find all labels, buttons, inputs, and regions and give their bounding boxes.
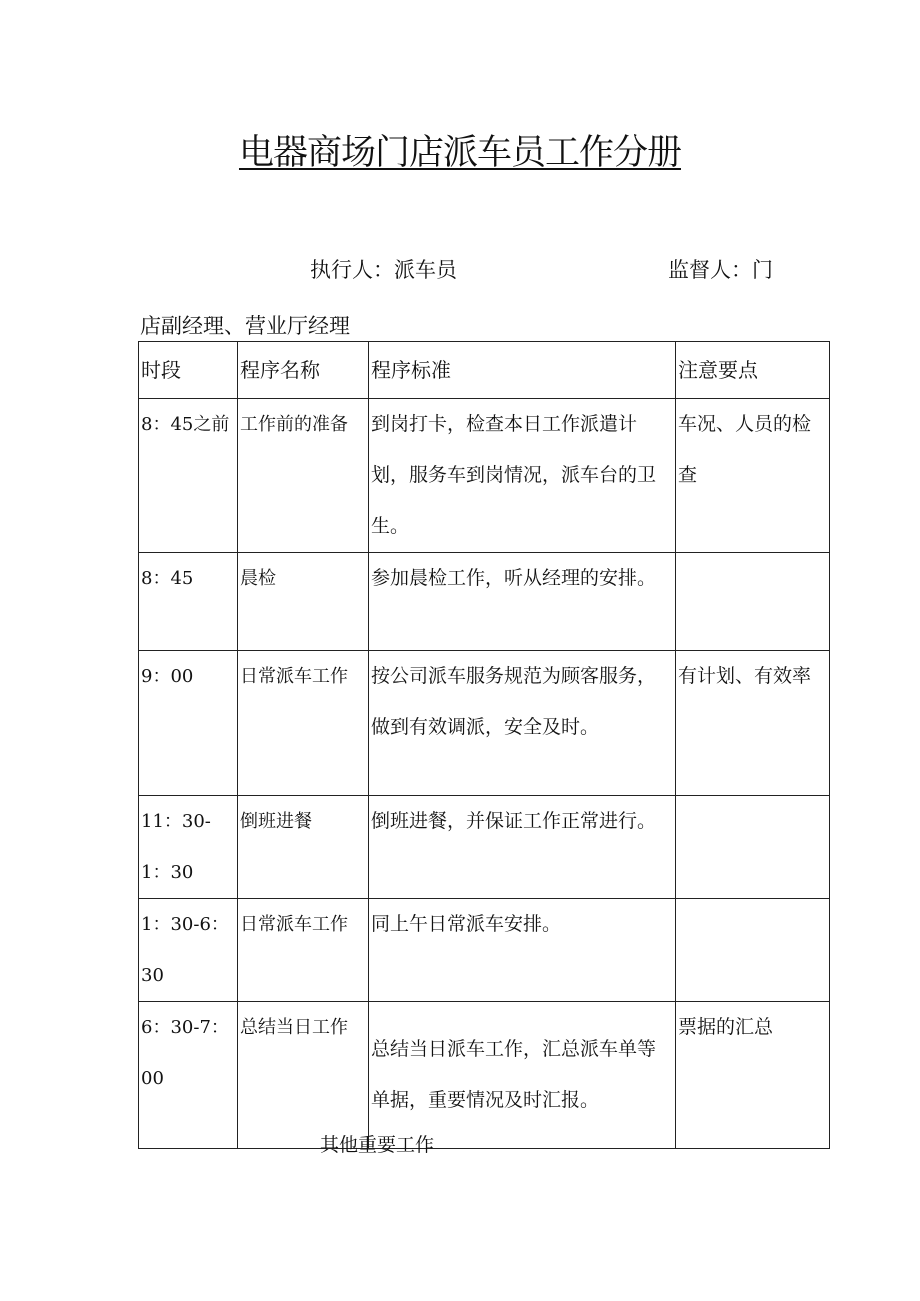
cell-name: 日常派车工作 [238, 899, 369, 1002]
cell-standard: 同上午日常派车安排。 [369, 899, 676, 1002]
cell-time: 6：30-7：00 [139, 1002, 238, 1149]
cell-notes [676, 796, 830, 899]
header-cell-name: 程序名称 [238, 342, 369, 399]
cell-name: 日常派车工作 [238, 651, 369, 796]
cell-time: 9：00 [139, 651, 238, 796]
cell-notes [676, 553, 830, 651]
cell-time: 8：45 [139, 553, 238, 651]
cell-standard: 参加晨检工作，听从经理的安排。 [369, 553, 676, 651]
cell-time: 8：45之前 [139, 399, 238, 553]
cell-standard: 倒班进餐，并保证工作正常进行。 [369, 796, 676, 899]
cell-notes: 有计划、有效率 [676, 651, 830, 796]
cell-standard: 到岗打卡，检查本日工作派遣计划，服务车到岗情况，派车台的卫生。 [369, 399, 676, 553]
table-header-row [139, 342, 830, 399]
table-row [139, 1002, 830, 1149]
table-row [139, 899, 830, 1002]
cell-name: 工作前的准备 [238, 399, 369, 553]
cell-name: 倒班进餐 [238, 796, 369, 899]
document-title [0, 128, 920, 178]
header-cell-standard: 程序标准 [369, 342, 676, 399]
schedule-table [138, 341, 830, 1149]
table-row [139, 796, 830, 899]
footer-note: 其他重要工作 [320, 1134, 435, 1156]
table-row [139, 651, 830, 796]
cell-notes: 票据的汇总 [676, 1002, 830, 1149]
cell-standard: 总结当日派车工作，汇总派车单等单据，重要情况及时汇报。 [369, 1002, 676, 1149]
cell-name: 总结当日工作 [238, 1002, 369, 1149]
table-row [139, 553, 830, 651]
header-cell-time: 时段 [139, 342, 238, 399]
executor-label: 执行人：派车员 [310, 258, 457, 282]
cell-time: 1：30-6：30 [139, 899, 238, 1002]
supervisor-label-continued: 店副经理、营业厅经理 [140, 314, 350, 338]
cell-time: 11：30-1：30 [139, 796, 238, 899]
cell-standard: 按公司派车服务规范为顾客服务，做到有效调派，安全及时。 [369, 651, 676, 796]
cell-notes [676, 899, 830, 1002]
table-row [139, 399, 830, 553]
header-cell-notes: 注意要点 [676, 342, 830, 399]
cell-name: 晨检 [238, 553, 369, 651]
cell-notes: 车况、人员的检查 [676, 399, 830, 553]
supervisor-label: 监督人：门 [668, 258, 773, 282]
document-title-text: 电器商场门店派车员工作分册 [238, 133, 681, 173]
